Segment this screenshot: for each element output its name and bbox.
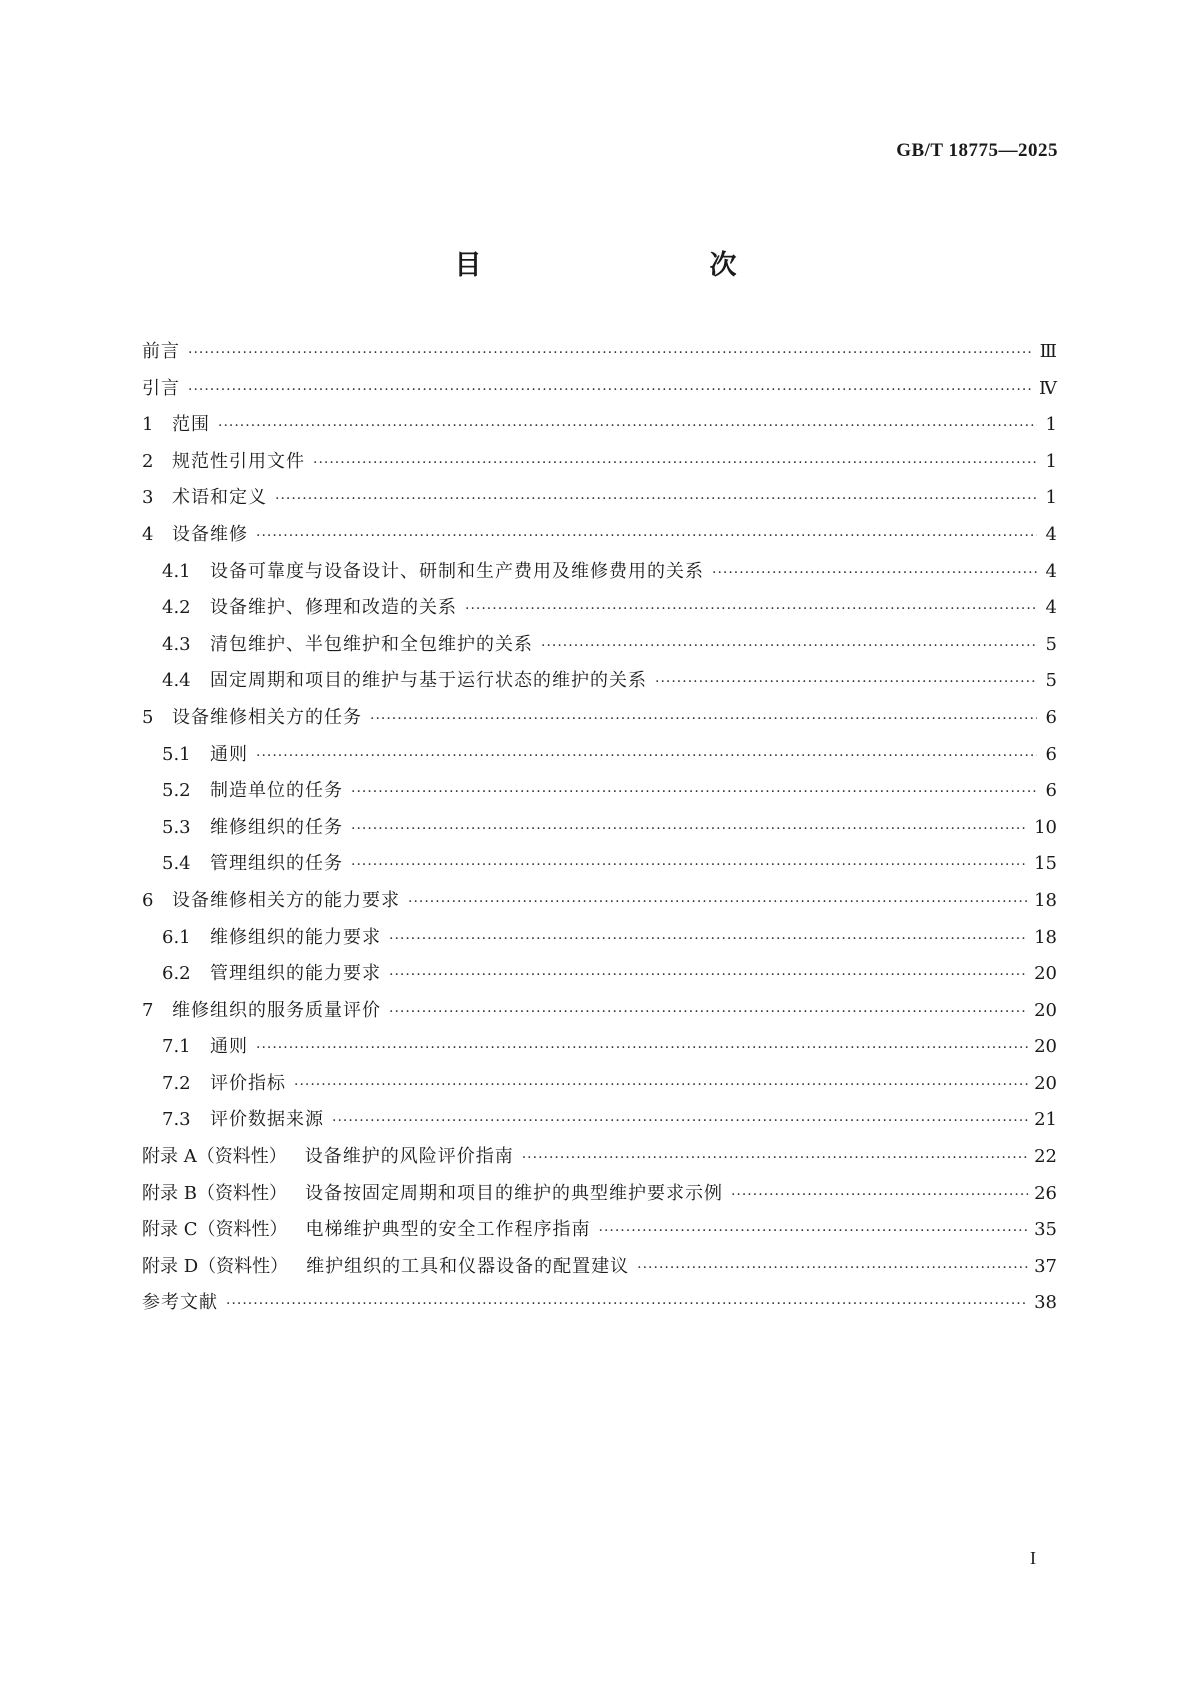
toc-entry-number: 5.4: [162, 853, 191, 875]
toc-entry-title: 通则: [210, 1036, 248, 1058]
toc-entry-page: 5: [1045, 670, 1057, 692]
toc-entry-page: 10: [1034, 816, 1057, 838]
toc-entry[interactable]: [142, 483, 1057, 520]
page-title: 目 次: [454, 250, 795, 281]
toc-entry-page: 18: [1034, 926, 1057, 948]
toc-dot-leader: [731, 1187, 1028, 1203]
toc-entry-title: 设备维护的风险评价指南: [304, 1146, 514, 1168]
toc-entry-number: 5.2: [162, 780, 191, 802]
toc-dot-leader: [256, 528, 1037, 544]
toc-dot-leader: [370, 711, 1037, 727]
toc-entry[interactable]: [142, 666, 1057, 703]
toc-entry-number: 6.2: [162, 963, 191, 985]
toc-entry-title: 清包维护、半包维护和全包维护的关系: [210, 633, 533, 655]
toc-dot-leader: [522, 1150, 1028, 1166]
toc-dot-leader: [655, 674, 1037, 690]
toc-entry-page: 1: [1045, 450, 1057, 472]
toc-entry-number: 4.3: [162, 633, 191, 655]
toc-entry-title: 评价数据来源: [210, 1109, 324, 1131]
toc-entry-number: 附录 C（资料性）: [142, 1219, 288, 1241]
toc-dot-leader: [351, 784, 1037, 800]
toc-entry[interactable]: [142, 1105, 1057, 1142]
toc-entry-title: 维修组织的任务: [210, 816, 343, 838]
toc-entry-title: 前言: [142, 341, 180, 362]
toc-entry-title: 设备按固定周期和项目的维护的典型维护要求示例: [304, 1182, 723, 1204]
toc-entry[interactable]: [142, 703, 1057, 740]
toc-entry[interactable]: [142, 996, 1057, 1033]
toc-entry[interactable]: [142, 886, 1057, 923]
toc-entry-page: 20: [1034, 999, 1057, 1021]
toc-entry-page: 18: [1034, 889, 1057, 911]
toc-entry-page: 6: [1045, 706, 1057, 728]
toc-entry-number: 7: [142, 999, 154, 1021]
toc-entry[interactable]: [142, 1142, 1057, 1179]
toc-entry-number: 1: [142, 414, 154, 436]
toc-entry-number: 4: [142, 523, 154, 545]
toc-entry-page: 26: [1034, 1182, 1057, 1204]
toc-entry[interactable]: [142, 1179, 1057, 1216]
toc-entry-title: 术语和定义: [172, 487, 267, 509]
toc-entry-number: 附录 B（资料性）: [142, 1182, 287, 1204]
toc-entry-page: 22: [1034, 1146, 1057, 1168]
toc-dot-leader: [218, 418, 1037, 434]
table-of-contents: [142, 337, 1057, 1325]
standard-code: GB/T 18775—2025: [896, 140, 1058, 161]
page-number: I: [1030, 1548, 1036, 1568]
toc-entry[interactable]: [142, 1032, 1057, 1069]
toc-entry[interactable]: [142, 630, 1057, 667]
toc-dot-leader: [465, 601, 1037, 617]
toc-entry[interactable]: [142, 447, 1057, 484]
toc-entry[interactable]: [142, 557, 1057, 594]
toc-entry-number: 4.2: [162, 597, 191, 619]
toc-dot-leader: [351, 857, 1028, 873]
toc-entry[interactable]: [142, 813, 1057, 850]
toc-entry-title: 设备维护、修理和改造的关系: [210, 597, 457, 619]
toc-entry[interactable]: [142, 1252, 1057, 1289]
toc-entry-page: 21: [1034, 1109, 1057, 1131]
toc-entry[interactable]: [142, 959, 1057, 996]
toc-entry-title: 管理组织的能力要求: [210, 963, 381, 985]
toc-entry-number: 4.4: [162, 670, 191, 692]
toc-entry-page: 1: [1045, 487, 1057, 509]
toc-entry-number: 7.2: [162, 1072, 191, 1094]
toc-entry-number: 3: [142, 487, 154, 509]
toc-entry-page: 38: [1034, 1292, 1057, 1314]
toc-entry-number: 附录 D（资料性）: [142, 1255, 289, 1277]
toc-entry-title: 引言: [142, 377, 180, 399]
toc-entry[interactable]: [142, 374, 1057, 411]
toc-entry-page: 4: [1045, 523, 1057, 545]
toc-dot-leader: [188, 382, 1033, 398]
toc-entry-title: 维护组织的工具和仪器设备的配置建议: [306, 1255, 630, 1277]
toc-entry-page: Ⅲ: [1039, 341, 1057, 362]
toc-entry-page: 4: [1045, 560, 1057, 582]
toc-entry[interactable]: [142, 776, 1057, 813]
toc-entry-page: 15: [1034, 853, 1057, 875]
toc-entry-title: 设备可靠度与设备设计、研制和生产费用及维修费用的关系: [210, 560, 704, 582]
toc-entry-title: 电梯维护典型的安全工作程序指南: [305, 1219, 591, 1241]
toc-dot-leader: [294, 1077, 1028, 1093]
toc-dot-leader: [226, 1296, 1028, 1312]
toc-entry-title: 范围: [172, 414, 210, 436]
toc-entry-title: 通则: [210, 743, 248, 765]
toc-entry-number: 7.3: [162, 1109, 191, 1131]
toc-entry[interactable]: [142, 1288, 1057, 1325]
toc-entry-number: 6.1: [162, 926, 191, 948]
toc-dot-leader: [637, 1260, 1028, 1276]
toc-entry[interactable]: [142, 849, 1057, 886]
toc-entry-number: 5.3: [162, 816, 191, 838]
toc-entry-page: 20: [1034, 1072, 1057, 1094]
toc-dot-leader: [256, 1040, 1028, 1056]
toc-entry-page: 4: [1045, 597, 1057, 619]
toc-entry[interactable]: [142, 593, 1057, 630]
toc-entry-number: 附录 A（资料性）: [142, 1146, 287, 1168]
toc-entry-number: 6: [142, 889, 154, 911]
toc-entry-title: 设备维修相关方的能力要求: [172, 889, 400, 911]
toc-dot-leader: [712, 565, 1037, 581]
toc-dot-leader: [389, 1004, 1028, 1020]
toc-dot-leader: [188, 345, 1034, 361]
toc-entry-page: 35: [1034, 1219, 1057, 1241]
toc-entry-number: 2: [142, 450, 154, 472]
toc-entry-number: 7.1: [162, 1036, 191, 1058]
toc-entry-title: 维修组织的能力要求: [210, 926, 381, 948]
toc-entry-number: 4.1: [162, 560, 191, 582]
toc-entry[interactable]: [142, 740, 1057, 777]
toc-dot-leader: [599, 1223, 1029, 1239]
toc-dot-leader: [256, 748, 1037, 764]
toc-entry-title: 制造单位的任务: [210, 780, 343, 802]
toc-dot-leader: [389, 967, 1028, 983]
toc-entry-title: 管理组织的任务: [210, 853, 343, 875]
toc-entry-number: 5.1: [162, 743, 191, 765]
toc-entry-page: 6: [1045, 743, 1057, 765]
toc-entry-page: 5: [1045, 633, 1057, 655]
toc-entry[interactable]: [142, 1069, 1057, 1106]
toc-entry[interactable]: [142, 337, 1057, 374]
toc-entry-page: 37: [1034, 1255, 1057, 1277]
toc-entry-page: Ⅳ: [1039, 377, 1057, 399]
toc-entry-title: 固定周期和项目的维护与基于运行状态的维护的关系: [210, 670, 647, 692]
toc-dot-leader: [313, 455, 1037, 471]
toc-entry-page: 1: [1045, 414, 1057, 436]
toc-dot-leader: [275, 491, 1037, 507]
toc-entry-title: 评价指标: [210, 1072, 286, 1094]
toc-entry[interactable]: [142, 923, 1057, 960]
toc-entry-title: 设备维修相关方的任务: [172, 706, 362, 728]
toc-entry-page: 20: [1034, 963, 1057, 985]
toc-dot-leader: [332, 1113, 1028, 1129]
toc-dot-leader: [351, 821, 1028, 837]
toc-entry-title: 规范性引用文件: [172, 450, 305, 472]
toc-entry-page: 20: [1034, 1036, 1057, 1058]
toc-entry-title: 参考文献: [142, 1292, 218, 1314]
toc-entry-title: 维修组织的服务质量评价: [172, 999, 381, 1021]
toc-entry[interactable]: [142, 1215, 1057, 1252]
toc-dot-leader: [389, 931, 1028, 947]
toc-entry-page: 6: [1045, 780, 1057, 802]
toc-entry-number: 5: [142, 706, 154, 728]
toc-entry-title: 设备维修: [172, 523, 248, 545]
toc-entry[interactable]: [142, 520, 1057, 557]
toc-dot-leader: [541, 638, 1037, 654]
toc-entry[interactable]: [142, 410, 1057, 447]
toc-dot-leader: [408, 894, 1028, 910]
